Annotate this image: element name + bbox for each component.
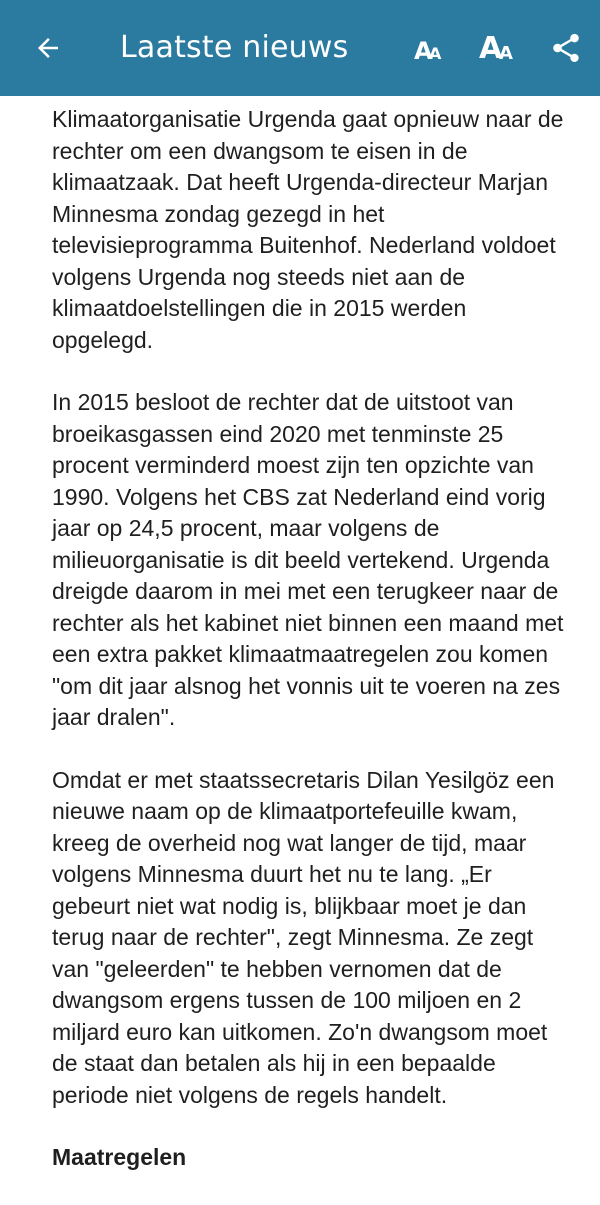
text-size-decrease-button[interactable] [406, 24, 454, 72]
page-title: Laatste nieuws [120, 30, 349, 65]
article-paragraph: Klimaatorganisatie Urgenda gaat opnieuw naar de rechter om een dwangsom te eisen in de klimaatzaak. Dat heeft Urgenda-directeur Marjan Minnesma zondag gezegd in het televisieprogramma Buitenhof. Nederland voldoet volgens Urgenda nog steeds niet aan de klimaatdoelstellingen die in 2015 werden opgelegd. [52, 106, 564, 353]
share-button[interactable] [542, 24, 590, 72]
back-button[interactable] [24, 24, 72, 72]
app-bar [0, 0, 600, 96]
article-paragraph: In 2015 besloot de rechter dat de uitstoot van broeikasgassen eind 2020 met tenminste 25 procent verminderd moest zijn ten opzichte van 1990. Volgens het CBS zat Nederland eind vorig jaar op 24,5 procent, maar volgens de milieuorganisatie is dit beeld vertekend. Urgenda dreigde daarom in mei met een terugkeer naar de rechter als het kabinet niet binnen een maand met een extra pakket klimaatmaatregelen zou komen "om dit jaar alsnog het vonnis uit te voeren na zes jaar dralen". [52, 389, 564, 730]
article-subheading: Maatregelen [52, 1144, 187, 1170]
arrow-left-icon [33, 33, 63, 63]
text-size-decrease-icon: A A [414, 37, 442, 65]
text-size-increase-icon: A A [479, 31, 513, 66]
article-body [52, 104, 572, 1205]
share-icon [549, 31, 583, 65]
article-paragraph: Omdat er met staatssecretaris Dilan Yesilgöz een nieuwe naam op de klimaatportefeuille kwam, kreeg de overheid nog wat langer de tijd, maar volgens Minnesma duurt het nu te lang. „Er gebeurt niet wat nodig is, blijkbaar moet je dan terug naar de rechter", zegt Minnesma. Ze zegt van "geleerden" te hebben vernomen dat de dwangsom ergens tussen de 100 miljoen en 2 miljard euro kan uitkomen. Zo'n dwangsom moet de staat dan betalen als hij in een bepaalde periode niet volgens de regels handelt. [52, 766, 555, 1108]
text-size-increase-button[interactable] [474, 24, 522, 72]
